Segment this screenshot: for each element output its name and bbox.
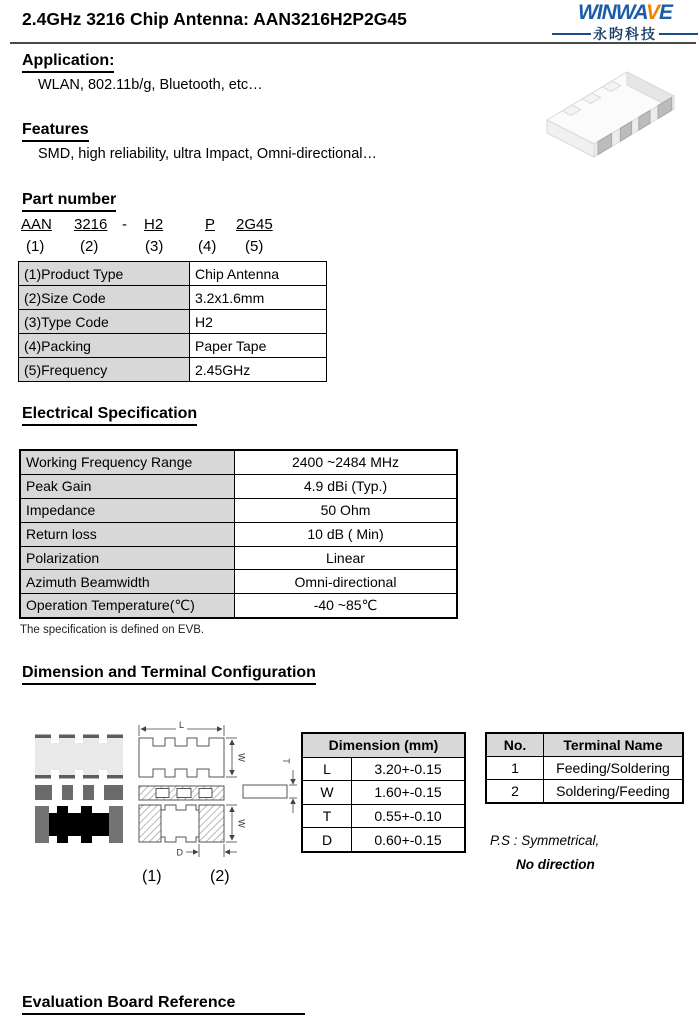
logo-brand-blue2: E: [659, 1, 673, 24]
dimension-table: [301, 732, 466, 853]
dim-key: L: [302, 757, 352, 781]
electrical-spec-table: [19, 449, 458, 619]
dim-key: D: [302, 828, 352, 852]
figure-label-2: (2): [210, 868, 230, 885]
spec-value: 2400 ~2484 MHz: [235, 450, 458, 474]
table-row: [302, 828, 465, 852]
pn-value: 2.45GHz: [190, 358, 327, 382]
table-row: [19, 310, 327, 334]
pn-label: (1)Product Type: [19, 262, 190, 286]
spec-value: -40 ~85℃: [235, 594, 458, 618]
table-row: [486, 780, 683, 804]
table-row: [20, 594, 457, 618]
table-row: [19, 286, 327, 310]
photo-top-view: [35, 735, 123, 779]
table-row: [19, 262, 327, 286]
pn-index-5: (5): [245, 238, 264, 255]
part-number-heading: Part number: [22, 191, 116, 212]
dim-W-bottom: [226, 805, 247, 842]
terminal-col-name: Terminal Name: [544, 733, 684, 757]
spec-value: 10 dB ( Min): [235, 522, 458, 546]
dim-key: T: [302, 804, 352, 828]
pn-dash: -: [122, 216, 127, 233]
table-row: [20, 474, 457, 498]
evaluation-heading: Evaluation Board Reference: [22, 994, 305, 1015]
pn-label: (3)Type Code: [19, 310, 190, 334]
pn-value: Chip Antenna: [190, 262, 327, 286]
drawing-underside-view: [139, 805, 224, 842]
table-row: [486, 733, 683, 757]
spec-value: Omni-directional: [235, 570, 458, 594]
product-image: [522, 52, 698, 162]
drawing-side-view: [243, 785, 287, 798]
spec-value: 50 Ohm: [235, 498, 458, 522]
terminal-name: Soldering/Feeding: [544, 780, 684, 804]
part-number-table: [18, 261, 327, 382]
application-body: WLAN, 802.11b/g, Bluetooth, etc…: [38, 77, 263, 93]
spec-note: The specification is defined on EVB.: [20, 624, 205, 636]
logo-subtitle: 永昀科技: [593, 26, 657, 42]
pn-value: 3.2x1.6mm: [190, 286, 327, 310]
table-row: [20, 522, 457, 546]
spec-label: Operation Temperature(℃): [20, 594, 235, 618]
spec-label: Peak Gain: [20, 474, 235, 498]
terminal-name: Feeding/Soldering: [544, 757, 684, 780]
pn-index-2: (2): [80, 238, 99, 255]
pn-label: (2)Size Code: [19, 286, 190, 310]
header-rule: [10, 42, 696, 44]
ps-note-line2: No direction: [516, 857, 595, 872]
dim-label-L: L: [178, 720, 185, 730]
dim-value: 3.20+-0.15: [352, 757, 466, 781]
terminal-table: [485, 732, 684, 804]
logo-right-bar: [659, 33, 698, 35]
table-row: [20, 450, 457, 474]
pn-segment-3: H2: [144, 216, 164, 233]
dim-L: [139, 720, 224, 736]
spec-value: 4.9 dBi (Typ.): [235, 474, 458, 498]
photo-bottom-pads-view: [35, 785, 123, 800]
spec-label: Impedance: [20, 498, 235, 522]
dim-D: [177, 844, 238, 858]
ps-note-line1: P.S : Symmetrical,: [490, 833, 600, 848]
terminal-col-no: No.: [486, 733, 544, 757]
pn-index-4: (4): [198, 238, 217, 255]
page-title: 2.4GHz 3216 Chip Antenna: AAN3216H2P2G45: [22, 9, 407, 29]
figure-label-1: (1): [142, 868, 162, 885]
table-row: [302, 781, 465, 805]
table-row: [302, 804, 465, 828]
logo-brand-orange: V: [646, 1, 660, 24]
application-heading: Application:: [22, 52, 114, 73]
logo-subtitle-row: [552, 24, 698, 44]
dim-label-T: T: [281, 758, 291, 764]
table-row: [20, 498, 457, 522]
dim-W-top: [226, 738, 247, 777]
features-body: SMD, high reliability, ultra Impact, Omni-directional…: [38, 146, 377, 162]
table-row: [302, 733, 465, 757]
pn-label: (4)Packing: [19, 334, 190, 358]
table-row: [486, 757, 683, 780]
drawing-top-view: [139, 738, 224, 777]
terminal-no: 1: [486, 757, 544, 780]
pn-value: Paper Tape: [190, 334, 327, 358]
table-row: [20, 546, 457, 570]
pn-label: (5)Frequency: [19, 358, 190, 382]
pn-index-1: (1): [26, 238, 45, 255]
logo-brand-blue1: WINWA: [577, 1, 647, 24]
spec-label: Polarization: [20, 546, 235, 570]
pn-index-3: (3): [145, 238, 164, 255]
dim-value: 0.55+-0.10: [352, 804, 466, 828]
spec-label: Azimuth Beamwidth: [20, 570, 235, 594]
spec-label: Working Frequency Range: [20, 450, 235, 474]
terminal-no: 2: [486, 780, 544, 804]
dim-label-D: D: [176, 847, 183, 858]
pn-segment-4: P: [205, 216, 216, 233]
features-heading: Features: [22, 121, 89, 142]
pn-value: H2: [190, 310, 327, 334]
dim-key: W: [302, 781, 352, 805]
table-row: [302, 757, 465, 781]
pn-segment-5: 2G45: [236, 216, 273, 233]
pn-segment-2: 3216: [74, 216, 108, 233]
table-row: [20, 570, 457, 594]
table-row: [19, 358, 327, 382]
table-row: [19, 334, 327, 358]
winwave-logo: [552, 2, 698, 44]
dim-label-W-top: W: [236, 753, 247, 762]
dimension-table-header: Dimension (mm): [302, 733, 465, 757]
dimension-heading: Dimension and Terminal Configuration: [22, 664, 316, 685]
dim-label-W-bottom: W: [236, 819, 247, 828]
pn-segment-1: AAN: [21, 216, 52, 233]
logo-left-bar: [552, 33, 591, 35]
dim-value: 0.60+-0.15: [352, 828, 466, 852]
electrical-heading: Electrical Specification: [22, 405, 197, 426]
drawing-pads-view: [139, 786, 224, 800]
photo-underside-view: [35, 806, 123, 843]
dim-value: 1.60+-0.15: [352, 781, 466, 805]
spec-label: Return loss: [20, 522, 235, 546]
spec-value: Linear: [235, 546, 458, 570]
logo-brand: [552, 2, 698, 24]
